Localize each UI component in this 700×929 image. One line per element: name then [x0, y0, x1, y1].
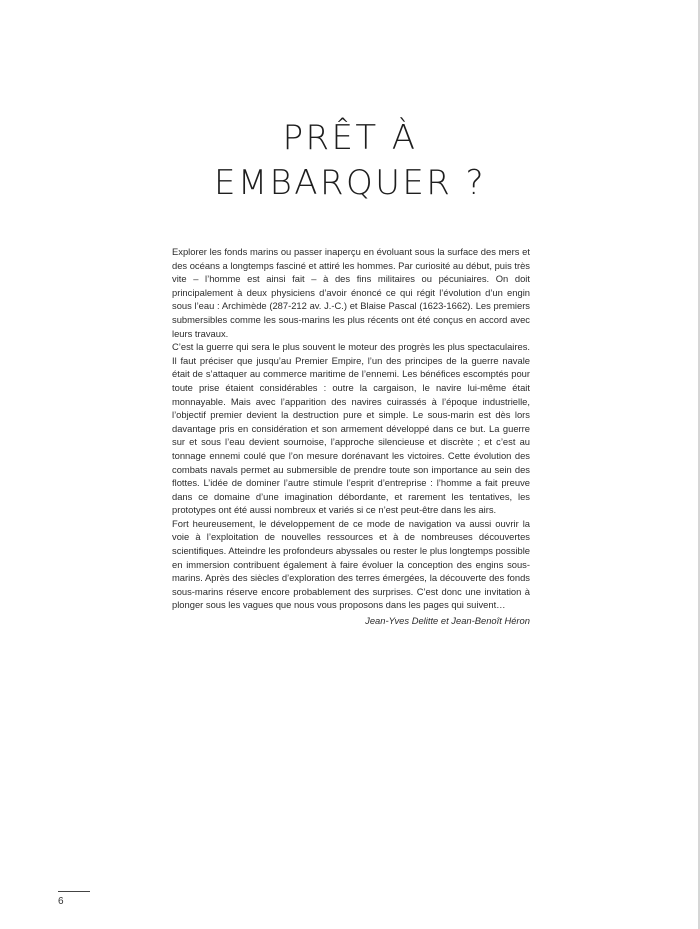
paragraph-2: C’est la guerre qui sera le plus souvent le moteur des progrès les plus spectaculaires. Il faut préciser que jusqu’au Premier Empire, l’un des principes de la guerre navale était de s’attaquer au commerce maritime de l’ennemi. Les bénéfices escomptés pour toute prise étaient considérables : outre la cargaison, le navire lui-même était monnayable. Mais avec l’apparition des navires cuirassés à l’époque industrielle, l’objectif premier devient la destruction pure et simple. Le sous-marin est dès lors davantage pris en considération et son armement développé dans ce but. La guerre sur et sous l’eau devient sournoise, l’approche silencieuse et discrète ; et c’est au tonnage ennemi coulé que l’on mesure dorénavant les victoires. Cette évolution des combats navals permet au submersible de prendre toute son importance au sein des flottes. L’idée de dominer l’autre stimule l’esprit d’entreprise : l’homme a fait preuve dans ce domaine d’une imagination débordante, et rarement les tentatives, les prototypes ont été aussi nombreux et variés si ce n’est peut-être dans les airs. — [172, 341, 530, 516]
title-line-1: PRÊT À — [282, 118, 418, 158]
author-signature: Jean-Yves Delitte et Jean-Benoît Héron — [365, 615, 530, 626]
title-line-2: EMBARQUER ? — [214, 163, 486, 203]
folio-rule — [58, 891, 90, 892]
page-number: 6 — [58, 896, 64, 907]
body-text — [172, 245, 530, 612]
paragraph-1: Explorer les fonds marins ou passer inaperçu en évoluant sous la surface des mers et des océans a longtemps fasciné et attiré les hommes. Par curiosité au début, puis très vite – l’homme est ainsi fait – à des fins militaires ou pécuniaires. On doit principalement à deux physiciens d’avoir énoncé ce qui régit l’évolution d’un engin sous l’eau : Archimède (287-212 av. J.-C.) et Blaise Pascal (1623-1662). Les premiers submersibles comme les sous-marins les plus récents ont été conçus en accord avec leurs travaux. — [172, 246, 530, 339]
page-title — [0, 116, 700, 206]
paragraph-3: Fort heureusement, le développement de ce mode de navigation va aussi ouvrir la voie à l’exploitation de nouvelles ressources et à de nombreuses découvertes scientifiques. Atteindre les profondeurs abyssales ou rester le plus longtemps possible en immersion contribuent également à faire évoluer la conception des engins sous-marins. Après des siècles d’exploration des terres émergées, la découverte des fonds sous-marins réserve encore probablement des surprises. C’est donc une invitation à plonger sous les vagues que nous vous proposons dans les pages qui suivent… — [172, 517, 530, 611]
